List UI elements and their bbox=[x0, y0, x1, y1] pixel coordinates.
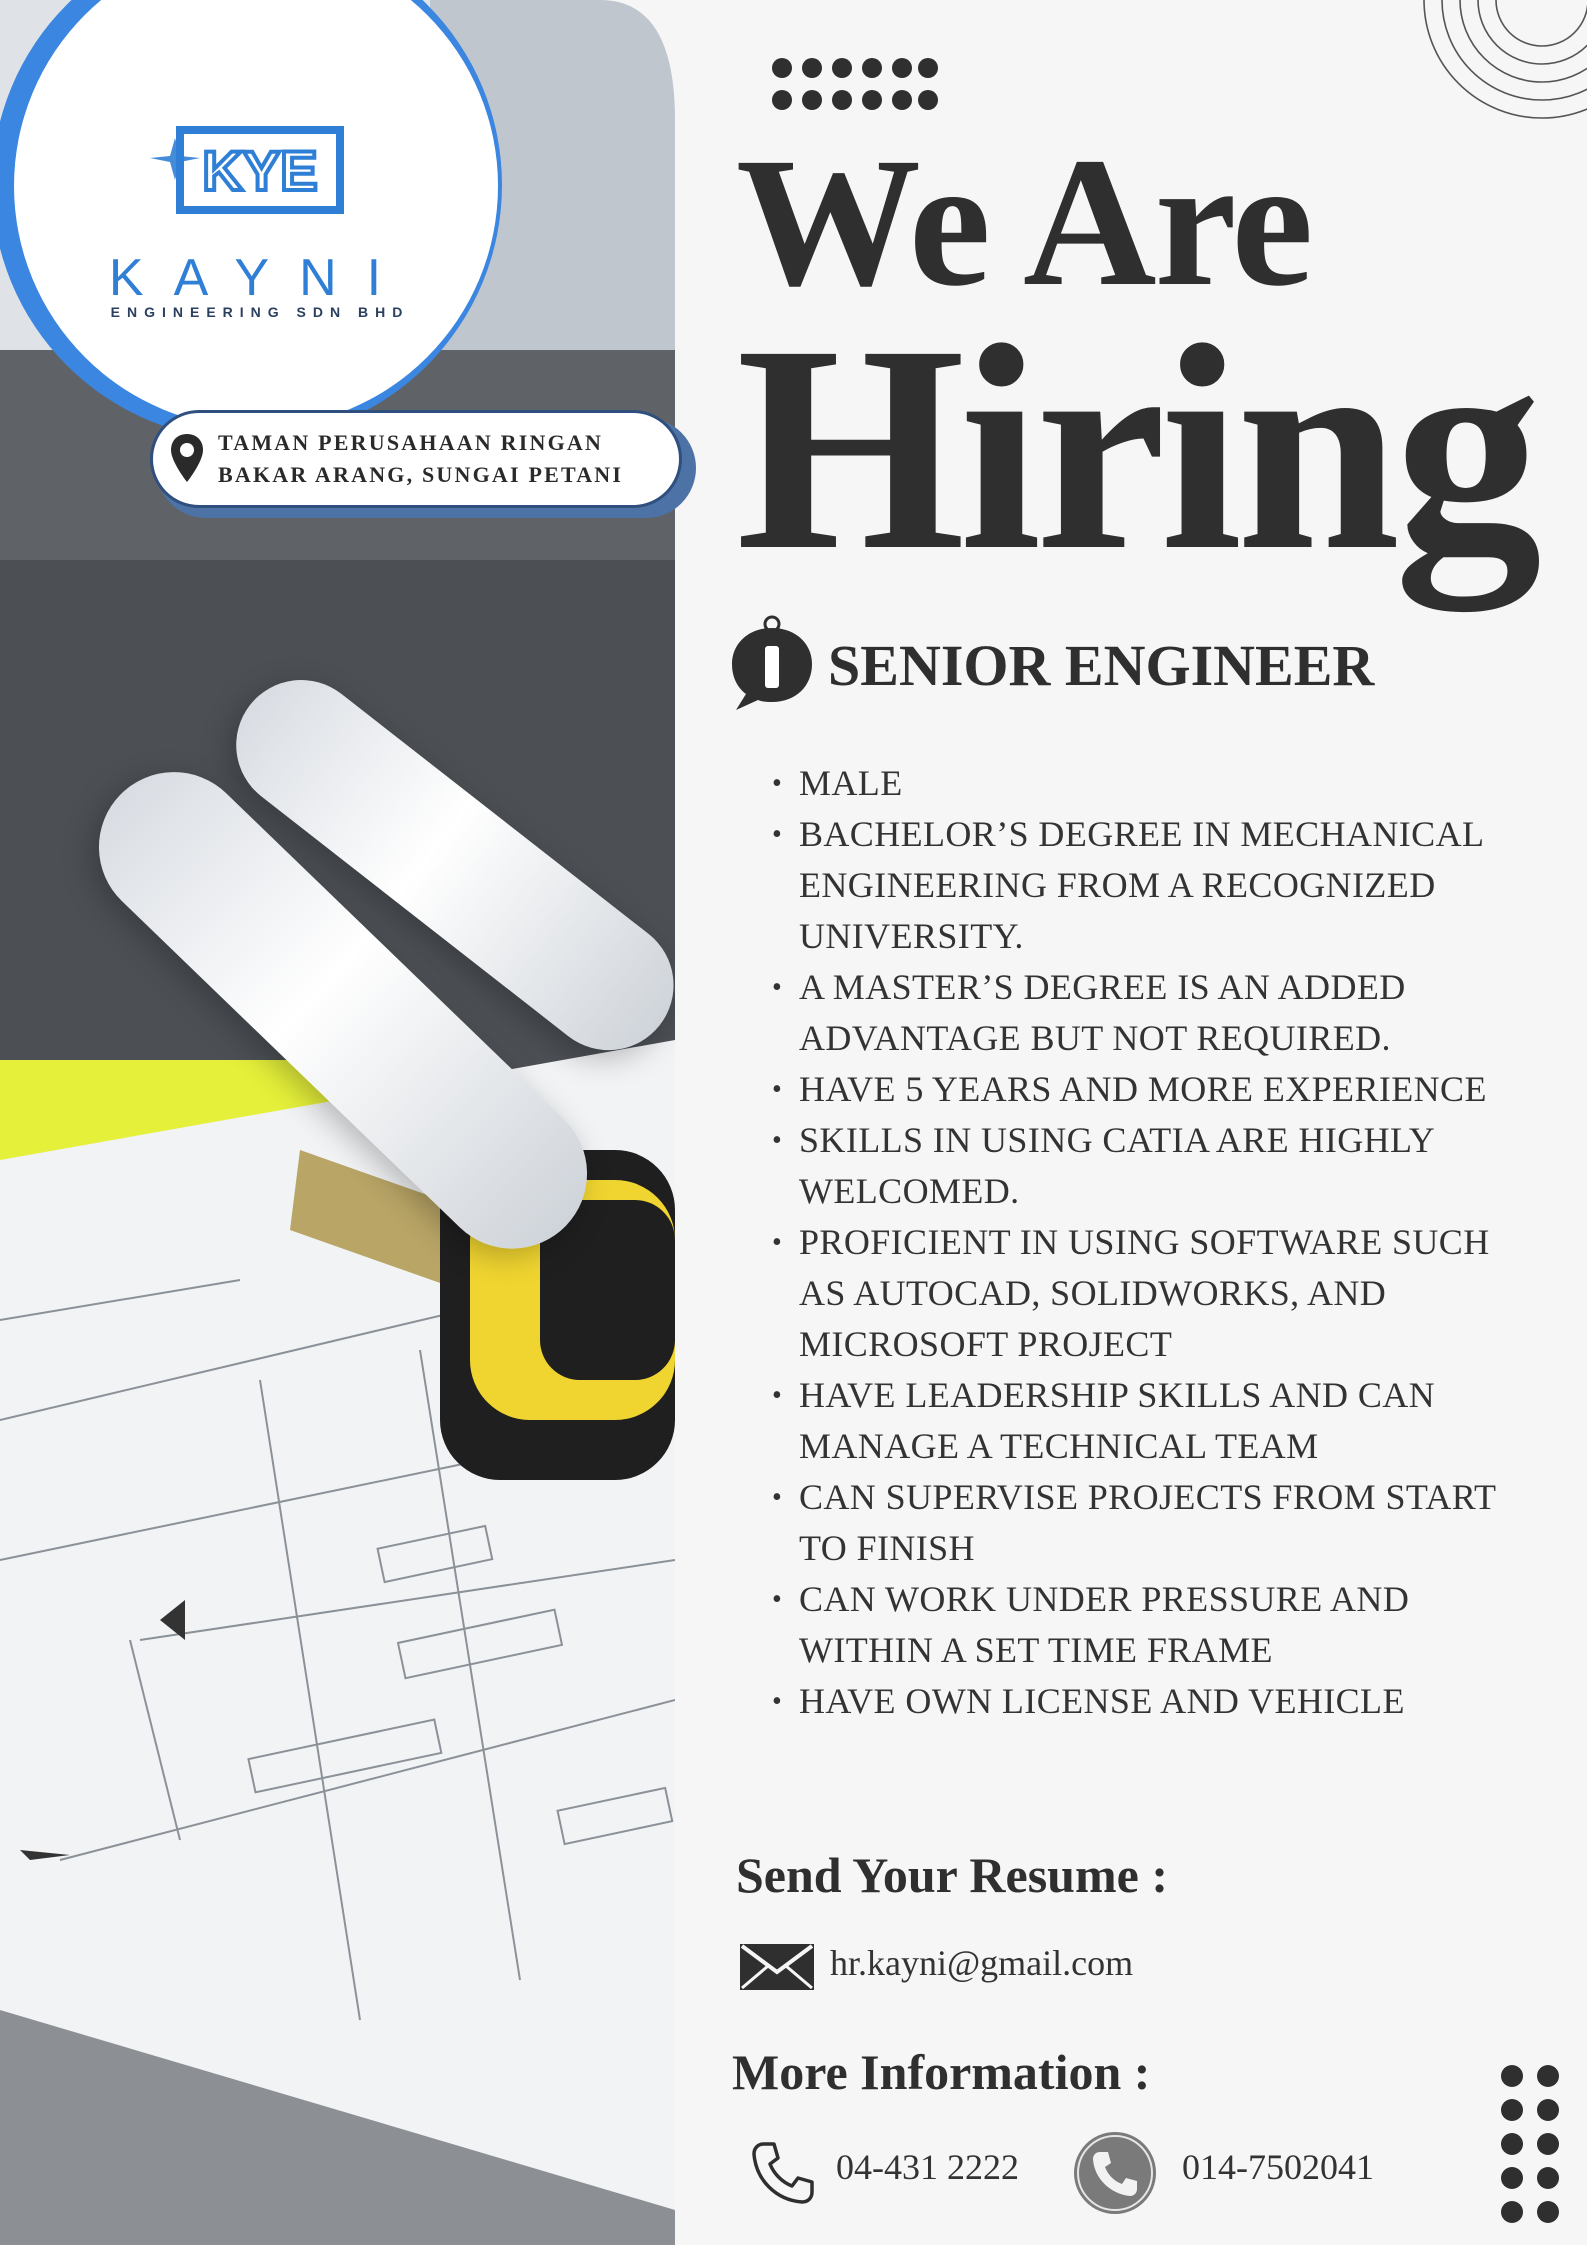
requirement-item: • HAVE LEADERSHIP SKILLS AND CAN MANAGE A TECHNICAL TEAM bbox=[772, 1370, 1542, 1472]
dot-grid-decoration-bottom bbox=[1496, 2060, 1566, 2240]
headline-hiring: Hiring bbox=[736, 284, 1536, 611]
logo-mark-text: KYE bbox=[202, 139, 318, 202]
company-name: KAYNI bbox=[108, 249, 412, 307]
requirement-item: • CAN WORK UNDER PRESSURE AND WITHIN A SET TIME FRAME bbox=[772, 1574, 1542, 1676]
requirement-item: • SKILLS IN USING CATIA ARE HIGHLY WELCOMED. bbox=[772, 1115, 1542, 1217]
more-information-heading: More Information : bbox=[732, 2044, 1151, 2100]
requirement-item: • MALE bbox=[772, 758, 1542, 809]
requirement-item: • PROFICIENT IN USING SOFTWARE SUCH AS AUTOCAD, SOLIDWORKS, AND MICROSOFT PROJECT bbox=[772, 1217, 1542, 1370]
requirement-item: • HAVE 5 YEARS AND MORE EXPERIENCE bbox=[772, 1064, 1542, 1115]
kye-logo-icon bbox=[150, 118, 350, 218]
location-line-2: BAKAR ARANG, SUNGAI PETANI bbox=[218, 462, 624, 487]
requirement-item: • BACHELOR’S DEGREE IN MECHANICAL ENGINEERING FROM A RECOGNIZED UNIVERSITY. bbox=[772, 809, 1542, 962]
requirement-item: • HAVE OWN LICENSE AND VEHICLE bbox=[772, 1676, 1542, 1727]
dot-grid-decoration bbox=[770, 56, 940, 116]
phone-number-2[interactable]: 014-7502041 bbox=[1182, 2147, 1374, 2187]
concentric-circles-decoration bbox=[1402, 0, 1587, 160]
requirement-item: • CAN SUPERVISE PROJECTS FROM START TO FINISH bbox=[772, 1472, 1542, 1574]
requirements-list bbox=[772, 758, 1542, 1727]
mail-icon bbox=[738, 1942, 816, 1992]
email-link[interactable]: hr.kayni@gmail.com bbox=[830, 1943, 1134, 1983]
phone-circle-icon bbox=[1072, 2130, 1158, 2216]
send-resume-heading: Send Your Resume : bbox=[736, 1847, 1168, 1903]
info-chat-icon bbox=[730, 614, 816, 710]
position-title: SENIOR ENGINEER bbox=[828, 633, 1375, 698]
requirement-item: • A MASTER’S DEGREE IS AN ADDED ADVANTAGE BUT NOT REQUIRED. bbox=[772, 962, 1542, 1064]
location-pill bbox=[150, 410, 682, 508]
phone-number-1[interactable]: 04-431 2222 bbox=[836, 2147, 1019, 2187]
headline-we-are: We Are bbox=[736, 120, 1312, 325]
location-line-1: TAMAN PERUSAHAAN RINGAN bbox=[218, 430, 604, 455]
company-subtitle: ENGINEERING SDN BHD bbox=[110, 304, 410, 320]
phone-outline-icon bbox=[750, 2140, 816, 2206]
map-pin-icon bbox=[168, 432, 206, 484]
